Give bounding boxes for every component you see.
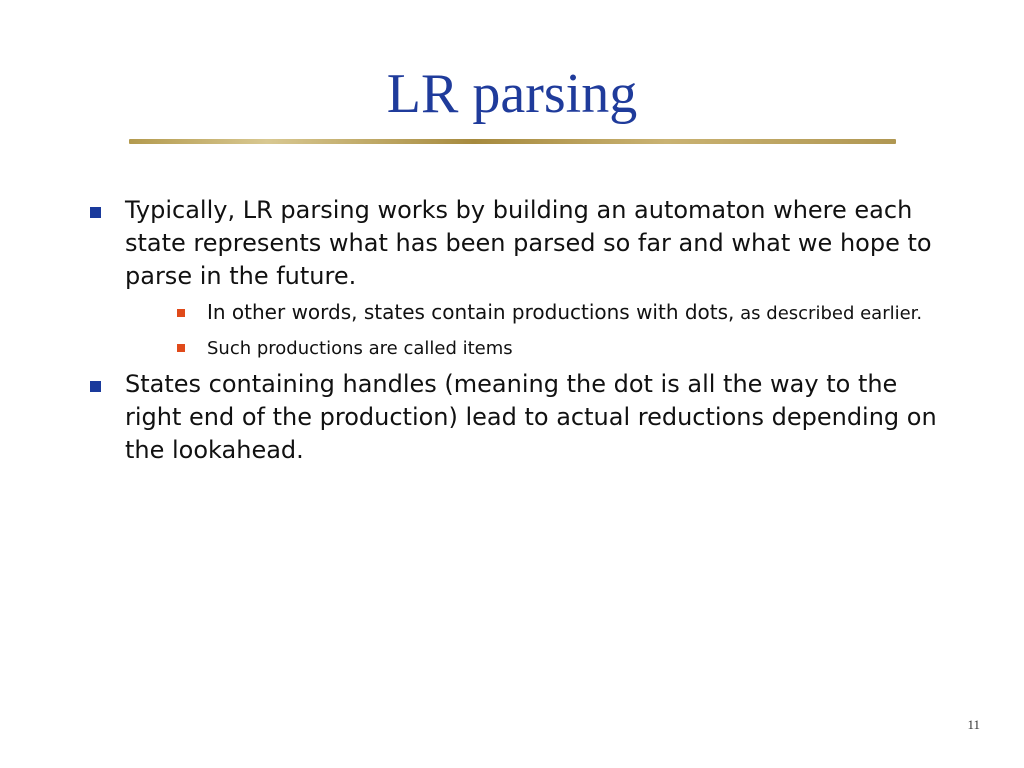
square-bullet-icon [177,309,185,317]
slide-title: LR parsing [386,63,638,125]
sub-bullet-list [125,298,948,363]
bullet-list [88,194,948,471]
sub-bullet-item [161,333,948,363]
sub-bullet-text: Such productions are called items [207,338,513,359]
square-bullet-icon [90,381,101,392]
bullet-item [88,194,948,363]
sub-bullet-suffix: as described earlier. [734,303,923,324]
title-divider [129,139,896,144]
page-number: 11 [967,717,980,732]
square-bullet-icon [90,207,101,218]
sub-bullet-text: In other words, states contain productions with dots, [207,300,735,324]
bullet-text: Typically, LR parsing works by building an automaton where each state represents what has been parsed so far and what we hope to parse in the future. [125,196,932,290]
bullet-text: States containing handles (meaning the dot is all the way to the right end of the production) lead to actual reductions depending on the lookahead. [125,370,937,464]
bullet-item [88,368,948,467]
square-bullet-icon [177,344,185,352]
sub-bullet-item [161,298,948,328]
